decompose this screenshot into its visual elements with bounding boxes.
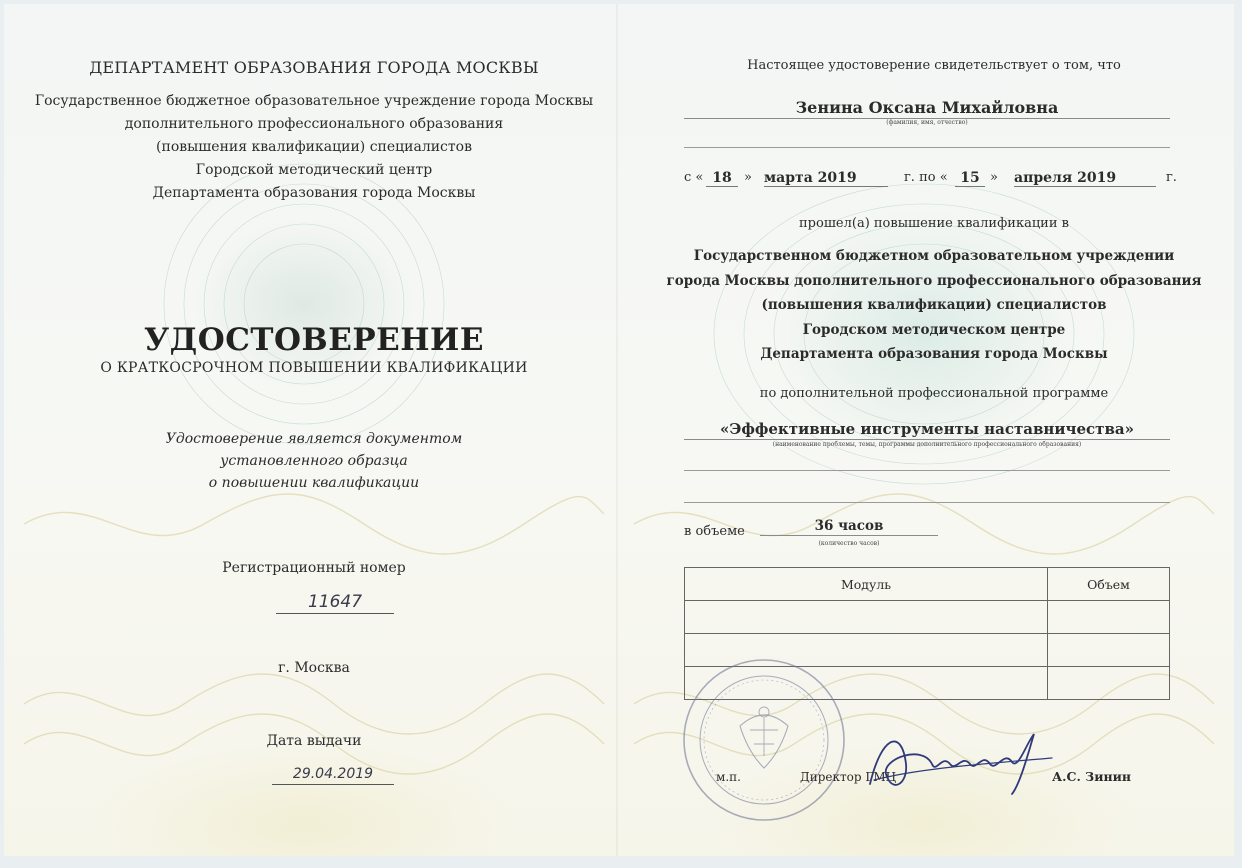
- institution-line: дополнительного профессионального образования: [124, 116, 504, 132]
- blank-line: [684, 147, 1170, 148]
- course-dates: [684, 170, 1177, 190]
- registration-label: Регистрационный номер: [222, 560, 406, 576]
- org-line: Государственном бюджетном образовательном учреждении: [693, 248, 1175, 264]
- director-signature: [862, 724, 1062, 800]
- institution-line: Городской методический центр: [195, 162, 433, 178]
- org-line: Городском методическом центре: [802, 321, 1066, 338]
- note-line: Удостоверение является документом: [165, 431, 463, 447]
- director-label: Директор ГМЦ: [800, 770, 897, 784]
- volume-value: 36 часов: [760, 518, 938, 536]
- date-middle: г. по «: [904, 170, 948, 185]
- volume-header: Объем: [1048, 568, 1170, 601]
- note-line: о повышении квалификации: [208, 475, 420, 491]
- date-quote: »: [990, 170, 998, 185]
- director-name: А.С. Зинин: [1052, 769, 1132, 784]
- module-header: Модуль: [685, 568, 1048, 601]
- department-heading: ДЕПАРТАМЕНТ ОБРАЗОВАНИЯ ГОРОДА МОСКВЫ: [89, 58, 539, 77]
- institution-line: (повышения квалификации) специалистов: [156, 139, 472, 155]
- intro-text: Настоящее удостоверение свидетельствует о том, что: [747, 58, 1121, 73]
- institution-line: Департамента образования города Москвы: [152, 185, 476, 201]
- date-from-prefix: с «: [684, 170, 704, 185]
- date-from-month: марта 2019: [764, 170, 888, 187]
- org-line: (повышения квалификации) специалистов: [761, 297, 1107, 313]
- recipient-name: Зенина Оксана Михайловна: [684, 98, 1170, 119]
- issue-date: 29.04.2019: [272, 766, 394, 785]
- organization-block: [654, 244, 1214, 367]
- certificate-sheet: [4, 4, 1234, 856]
- table-row: [685, 601, 1170, 634]
- issue-date-label: Дата выдачи: [266, 733, 362, 749]
- certificate-title: УДОСТОВЕРЕНИЕ: [144, 322, 484, 358]
- program-name: «Эффективные инструменты наставничества»: [684, 420, 1170, 440]
- table-header-row: [685, 568, 1170, 601]
- org-line: города Москвы дополнительного профессионального образования: [666, 272, 1202, 289]
- passed-text: прошел(а) повышение квалификации в: [799, 216, 1069, 231]
- table-cell: [1048, 667, 1170, 700]
- city: г. Москва: [278, 660, 350, 676]
- table-cell: [685, 601, 1048, 634]
- date-to-month: апреля 2019: [1014, 170, 1156, 187]
- center-fold: [616, 4, 618, 856]
- volume-label: в объеме: [684, 524, 745, 539]
- blank-line: [684, 502, 1170, 503]
- blank-line: [684, 470, 1170, 471]
- program-caption: (наименование проблемы, темы, программы дополнительного профессионального образования): [772, 441, 1082, 448]
- institution-block: [24, 90, 604, 205]
- certificate-note: [24, 428, 604, 494]
- date-suffix: г.: [1166, 170, 1177, 185]
- seal-place-label: м.п.: [716, 770, 741, 784]
- date-from-day: 18: [706, 170, 738, 187]
- institution-line: Государственное бюджетное образовательное учреждение города Москвы: [34, 93, 594, 109]
- name-caption: (фамилия, имя, отчество): [886, 119, 968, 126]
- certificate-subtitle: О КРАТКОСРОЧНОМ ПОВЫШЕНИИ КВАЛИФИКАЦИИ: [100, 360, 528, 376]
- table-cell: [1048, 634, 1170, 667]
- registration-number: 11647: [276, 592, 394, 614]
- program-lead: по дополнительной профессиональной программе: [759, 386, 1109, 401]
- date-quote: »: [744, 170, 752, 185]
- date-to-day: 15: [955, 170, 985, 187]
- official-seal-stamp: [680, 656, 848, 824]
- note-line: установленного образца: [220, 453, 408, 469]
- org-line: Департамента образования города Москвы: [760, 346, 1108, 362]
- table-cell: [1048, 601, 1170, 634]
- volume-caption: (количество часов): [818, 540, 880, 547]
